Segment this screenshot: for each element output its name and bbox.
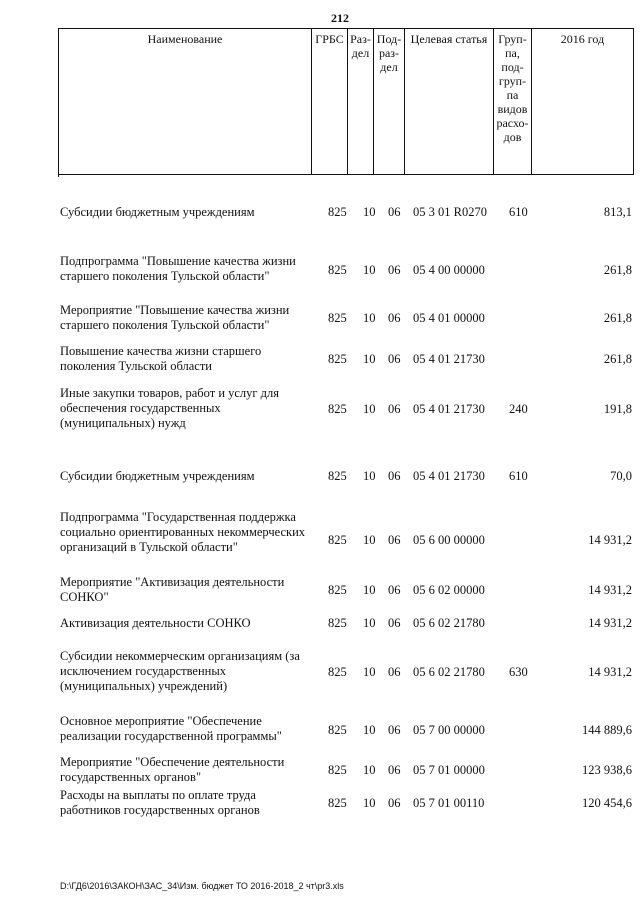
row-name: Повышение качества жизни старшего поколения Тульской области (60, 344, 262, 373)
row-name: Субсидии бюджетным учреждениям (60, 205, 255, 219)
row-grbs: 825 (328, 665, 347, 679)
header-podrazdel: Под- раз- дел (374, 29, 405, 175)
row-grbs: 825 (328, 723, 347, 737)
row-amount: 14 931,2 (588, 616, 632, 630)
row-grbs: 825 (328, 205, 347, 219)
row-pr: 06 (388, 763, 401, 777)
row-vr: 240 (509, 402, 528, 416)
row-pr: 06 (388, 311, 401, 325)
header-name: Наименование (59, 29, 312, 175)
row-grbs: 825 (328, 796, 347, 810)
row-rz: 10 (363, 533, 376, 547)
row-amount: 261,8 (603, 311, 632, 325)
row-amount: 261,8 (603, 263, 632, 277)
row-rz: 10 (363, 205, 376, 219)
row-vr: 630 (509, 665, 528, 679)
row-amount: 813,1 (603, 205, 632, 219)
row-grbs: 825 (328, 263, 347, 277)
row-amount: 144 889,6 (582, 723, 632, 737)
row-name: Подпрограмма "Государственная поддержка социально ориентированных некоммерческих организаций в Тульской области" (60, 510, 306, 554)
row-rz: 10 (363, 402, 376, 416)
row-amount: 123 938,6 (582, 763, 632, 777)
row-rz: 10 (363, 796, 376, 810)
row-grbs: 825 (328, 763, 347, 777)
row-name: Подпрограмма "Повышение качества жизни старшего поколения Тульской области" (60, 254, 296, 283)
row-rz: 10 (363, 665, 376, 679)
row-rz: 10 (363, 723, 376, 737)
row-pr: 06 (388, 583, 401, 597)
row-pr: 06 (388, 263, 401, 277)
row-pr: 06 (388, 469, 401, 483)
row-name: Мероприятие "Активизация деятельности СОНКО" (60, 575, 285, 604)
row-cs: 05 6 00 00000 (413, 533, 485, 547)
row-name: Мероприятие "Повышение качества жизни старшего поколения Тульской области" (60, 303, 290, 332)
row-grbs: 825 (328, 311, 347, 325)
table-header (58, 28, 634, 177)
row-cs: 05 4 01 00000 (413, 311, 485, 325)
header-target: Целевая статья (405, 29, 494, 175)
row-pr: 06 (388, 665, 401, 679)
row-cs: 05 7 01 00000 (413, 763, 485, 777)
row-grbs: 825 (328, 533, 347, 547)
header-group: Груп- па, под- груп- па видов расхо- дов (494, 29, 532, 175)
row-name: Активизация деятельности СОНКО (60, 616, 251, 630)
row-cs: 05 6 02 21780 (413, 616, 485, 630)
row-amount: 120 454,6 (582, 796, 632, 810)
row-amount: 14 931,2 (588, 665, 632, 679)
row-pr: 06 (388, 723, 401, 737)
row-amount: 191,8 (603, 402, 632, 416)
row-name: Расходы на выплаты по оплате труда работников государственных органов (60, 788, 260, 817)
row-name: Субсидии бюджетным учреждениям (60, 469, 255, 483)
row-pr: 06 (388, 352, 401, 366)
row-grbs: 825 (328, 616, 347, 630)
row-cs: 05 4 01 21730 (413, 469, 485, 483)
row-cs: 05 4 01 21730 (413, 352, 485, 366)
row-pr: 06 (388, 796, 401, 810)
row-name: Иные закупки товаров, работ и услуг для обеспечения государственных (муниципальных) нужд (60, 386, 280, 430)
row-pr: 06 (388, 616, 401, 630)
row-cs: 05 4 01 21730 (413, 402, 485, 416)
row-cs: 05 7 01 00110 (413, 796, 485, 810)
row-rz: 10 (363, 263, 376, 277)
row-rz: 10 (363, 311, 376, 325)
row-rz: 10 (363, 763, 376, 777)
row-amount: 261,8 (603, 352, 632, 366)
row-rz: 10 (363, 616, 376, 630)
row-rz: 10 (363, 469, 376, 483)
row-vr: 610 (509, 205, 528, 219)
row-grbs: 825 (328, 469, 347, 483)
row-name: Субсидии некоммерческим организациям (за исключением государственных (муниципальных) учреждений) (60, 649, 300, 693)
row-pr: 06 (388, 533, 401, 547)
row-amount: 14 931,2 (588, 583, 632, 597)
page-number: 212 (331, 11, 349, 25)
row-grbs: 825 (328, 352, 347, 366)
row-grbs: 825 (328, 402, 347, 416)
row-name: Мероприятие "Обеспечение деятельности государственных органов" (60, 755, 285, 784)
header-razdel: Раз- дел (348, 29, 374, 175)
row-rz: 10 (363, 352, 376, 366)
row-cs: 05 3 01 R0270 (413, 205, 487, 219)
row-pr: 06 (388, 402, 401, 416)
row-amount: 70,0 (610, 469, 632, 483)
row-cs: 05 7 00 00000 (413, 723, 485, 737)
row-cs: 05 6 02 00000 (413, 583, 485, 597)
row-cs: 05 6 02 21780 (413, 665, 485, 679)
row-pr: 06 (388, 205, 401, 219)
row-grbs: 825 (328, 583, 347, 597)
row-rz: 10 (363, 583, 376, 597)
row-vr: 610 (509, 469, 528, 483)
file-path-footer: D:\ГД6\2016\ЗАКОН\ЗАС_34\Изм. бюджет ТО 2016-2018_2 чт\pr3.xls (60, 881, 344, 891)
header-year: 2016 год (532, 29, 634, 175)
header-grbs: ГРБС (312, 29, 348, 175)
row-name: Основное мероприятие "Обеспечение реализации государственной программы" (60, 714, 282, 743)
row-cs: 05 4 00 00000 (413, 263, 485, 277)
row-amount: 14 931,2 (588, 533, 632, 547)
